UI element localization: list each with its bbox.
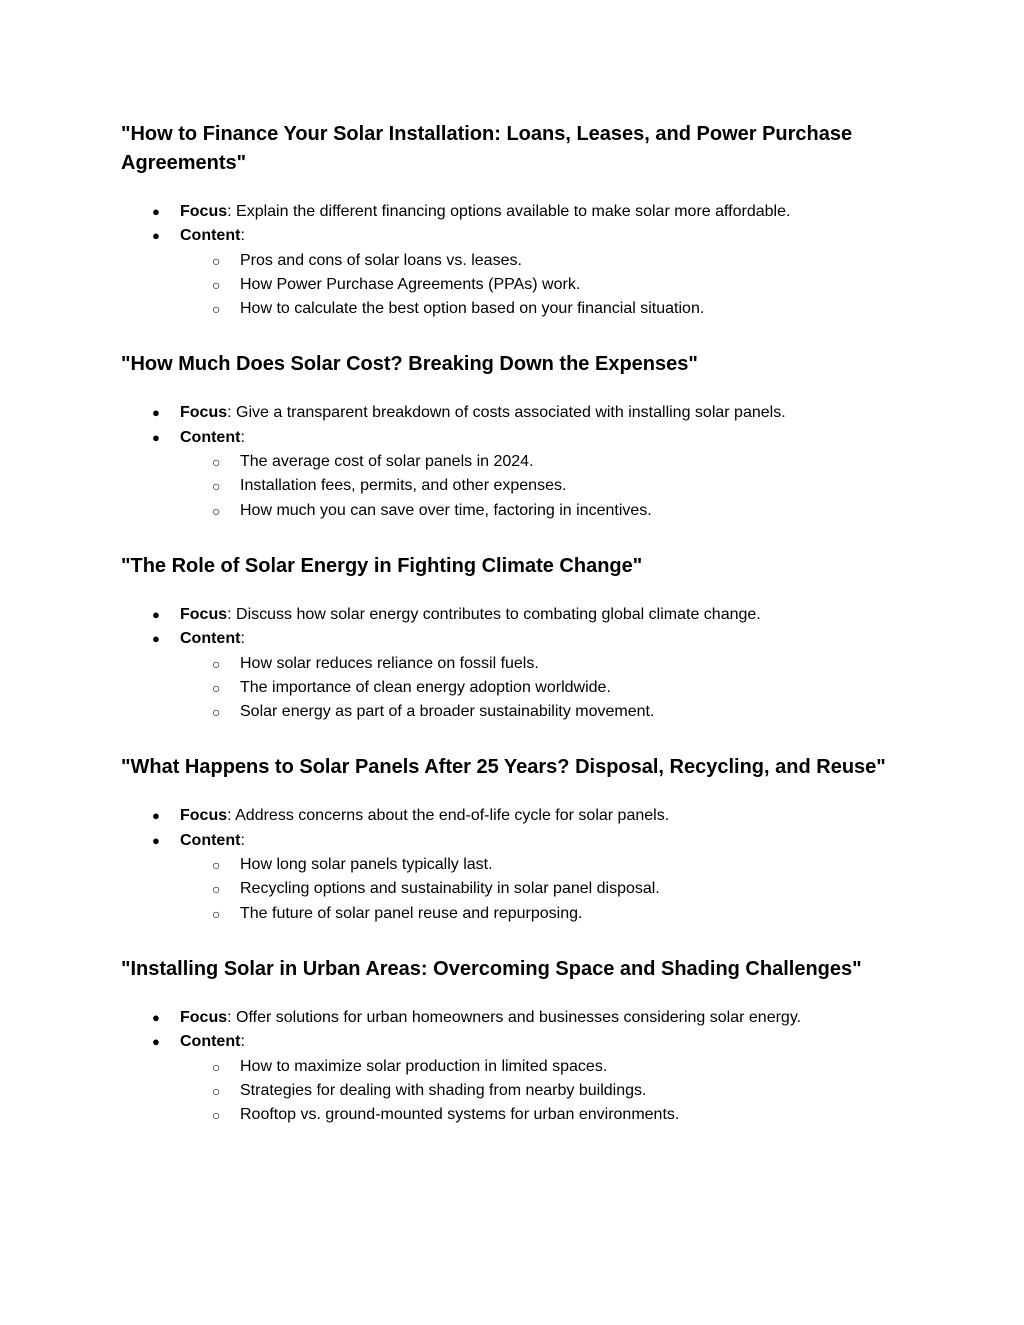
focus-text: : Give a transparent breakdown of costs associated with installing solar panels.: [227, 404, 786, 422]
list-item: ○ How to maximize solar production in limited spaces.: [240, 1055, 924, 1079]
focus-label: Focus: [180, 605, 228, 623]
section-title: "How to Finance Your Solar Installation: Loans, Leases, and Power Purchase Agreements": [121, 123, 853, 174]
list-item: ○ The importance of clean energy adoption worldwide.: [240, 676, 924, 700]
list-item: ○ How to calculate the best option based on your financial situation.: [240, 297, 924, 321]
focus-label: Focus: [180, 807, 228, 825]
content-item: [180, 627, 924, 724]
list-item: ○ Recycling options and sustainability in solar panel disposal.: [240, 877, 924, 901]
focus-item: [180, 1006, 924, 1030]
list-item: ○ Pros and cons of solar loans vs. leases.: [240, 249, 924, 273]
list-item: ○ How long solar panels typically last.: [240, 853, 924, 877]
list-item: ○ Strategies for dealing with shading from nearby buildings.: [240, 1079, 924, 1103]
content-label: Content: [180, 1033, 241, 1051]
list-item: ○ How much you can save over time, factoring in incentives.: [240, 499, 924, 523]
content-item: [180, 829, 924, 926]
content-colon: :: [240, 227, 245, 245]
content-sublist: [180, 450, 924, 523]
bullet-list: [121, 603, 924, 724]
section-title: "What Happens to Solar Panels After 25 Years? Disposal, Recycling, and Reuse": [121, 756, 886, 779]
content-item: [180, 1030, 924, 1127]
bullet-list: [121, 401, 924, 522]
focus-item: [180, 401, 924, 425]
focus-text: : Address concerns about the end-of-life cycle for solar panels.: [227, 807, 670, 825]
content-sublist: [180, 652, 924, 725]
focus-item: [180, 200, 924, 224]
bullet-list: [121, 804, 924, 925]
bullet-list: [121, 1006, 924, 1127]
section-urban: [121, 955, 924, 1127]
focus-label: Focus: [180, 1008, 228, 1026]
content-item: [180, 426, 924, 523]
section-climate: [121, 552, 924, 724]
content-sublist: [180, 853, 924, 926]
list-item: ○ The average cost of solar panels in 2024.: [240, 450, 924, 474]
list-item: ○ Solar energy as part of a broader sustainability movement.: [240, 700, 924, 724]
list-item: ○ The future of solar panel reuse and repurposing.: [240, 902, 924, 926]
section-financing: [121, 120, 924, 321]
focus-label: Focus: [180, 203, 228, 220]
content-label: Content: [180, 831, 241, 849]
list-item: ○ How Power Purchase Agreements (PPAs) work.: [240, 273, 924, 297]
content-label: Content: [180, 227, 241, 245]
section-title: "Installing Solar in Urban Areas: Overcoming Space and Shading Challenges": [121, 957, 862, 980]
section-title: "How Much Does Solar Cost? Breaking Down the Expenses": [121, 353, 698, 376]
content-label: Content: [180, 630, 241, 648]
content-colon: :: [240, 831, 245, 849]
focus-item: [180, 603, 924, 627]
list-item: ○ Rooftop vs. ground-mounted systems for urban environments.: [240, 1103, 924, 1127]
list-item: ○ How solar reduces reliance on fossil fuels.: [240, 652, 924, 676]
content-label: Content: [180, 428, 241, 446]
focus-text: : Discuss how solar energy contributes to combating global climate change.: [227, 605, 761, 623]
content-sublist: [180, 1055, 924, 1128]
focus-item: [180, 804, 924, 828]
content-sublist: [180, 249, 924, 322]
list-item: ○ Installation fees, permits, and other expenses.: [240, 474, 924, 498]
content-colon: :: [240, 428, 245, 446]
section-end-of-life: [121, 753, 924, 925]
bullet-list: [121, 200, 924, 321]
focus-text: : Offer solutions for urban homeowners and businesses considering solar energy.: [227, 1008, 802, 1026]
content-item: [180, 224, 924, 321]
section-title: "The Role of Solar Energy in Fighting Climate Change": [121, 554, 643, 577]
focus-text: : Explain the different financing options available to make solar more affordable.: [227, 203, 791, 220]
content-colon: :: [240, 630, 245, 648]
focus-label: Focus: [180, 404, 228, 422]
section-cost: [121, 350, 924, 522]
content-colon: :: [240, 1033, 245, 1051]
